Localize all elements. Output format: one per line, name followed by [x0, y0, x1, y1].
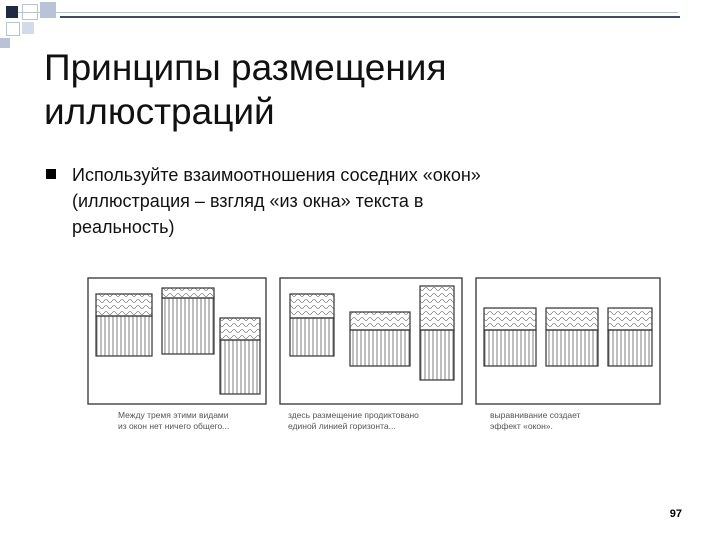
- sketch-panel-2: [280, 278, 462, 404]
- deco-square: [6, 6, 18, 18]
- sketch-panel-1: [88, 278, 266, 404]
- bullet-square-icon: [46, 169, 56, 179]
- caption-2-line-1: здесь размещение продиктовано: [288, 410, 419, 420]
- deco-square: [0, 38, 10, 48]
- caption-3: [490, 410, 650, 432]
- slide-title: [44, 46, 684, 134]
- bullet-line-2: (иллюстрация – взгляд «из окна» текста в: [72, 191, 424, 211]
- bullet-text: [72, 162, 652, 240]
- bullet-line-1: Используйте взаимоотношения соседних «окон»: [72, 165, 481, 185]
- bullet-line-3: реальность): [72, 217, 175, 237]
- caption-1: [118, 410, 278, 432]
- header-rule: [18, 12, 678, 13]
- caption-2-line-2: единой линией горизонта...: [288, 421, 396, 431]
- deco-square: [6, 22, 20, 36]
- title-line-1: Принципы размещения: [44, 47, 447, 88]
- caption-3-line-2: эффект «окон».: [490, 421, 553, 431]
- deco-square: [40, 2, 56, 18]
- sketch-panel-3: [476, 278, 660, 404]
- window-sketch-illustration: [80, 268, 670, 448]
- corner-decoration: [0, 0, 60, 40]
- header-rule-dark: [60, 16, 680, 18]
- caption-1-line-1: Между тремя этими видами: [118, 410, 229, 420]
- caption-1-line-2: из окон нет ничего общего...: [118, 421, 230, 431]
- caption-2: [288, 410, 448, 432]
- page-number: 97: [669, 508, 682, 520]
- caption-3-line-1: выравнивание создает: [490, 410, 581, 420]
- title-line-2: иллюстраций: [44, 91, 275, 132]
- deco-square: [22, 22, 34, 34]
